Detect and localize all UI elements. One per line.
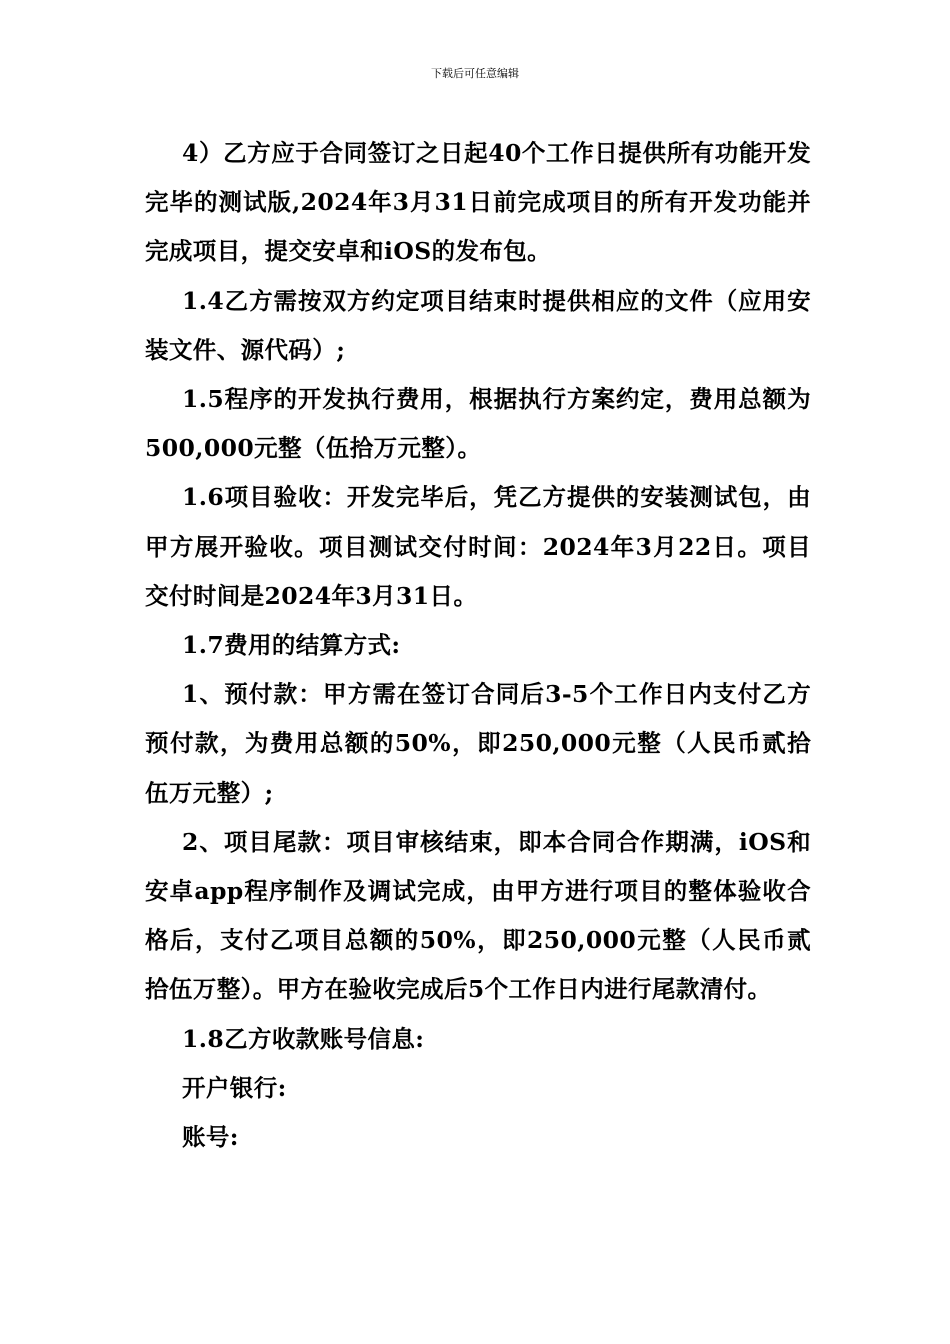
paragraph-final-payment: 2、项目尾款：项目审核结束，即本合同合作期满，iOS和安卓app程序制作及调试完成，由甲方进行项目的整体验收合格后，支付乙项目总额的50%，即250,000元整（人民币贰拾伍万整）。甲方在验收完成后5个工作日内进行尾款清付。 (145, 827, 811, 1004)
paragraph-prepayment: 1、预付款：甲方需在签订合同后3-5个工作日内支付乙方预付款，为费用总额的50%，即250,000元整（人民币贰拾伍万元整）; (145, 680, 811, 807)
paragraph-delivery-schedule: 4）乙方应于合同签订之日起40个工作日提供所有功能开发完毕的测试版,2024年3月31日前完成项目的所有开发功能并完成项目，提交安卓和iOS的发布包。 (145, 139, 811, 266)
paragraph-account-number: 账号: (182, 1123, 239, 1152)
paragraph-1-6-acceptance: 1.6项目验收：开发完毕后，凭乙方提供的安装测试包，由甲方展开验收。项目测试交付时间：2024年3月22日。项目交付时间是2024年3月31日。 (145, 483, 811, 610)
paragraph-1-4-deliverables: 1.4乙方需按双方约定项目结束时提供相应的文件（应用安装文件、源代码）; (145, 286, 811, 364)
paragraph-1-8-account-info: 1.8乙方收款账号信息: (182, 1024, 425, 1053)
paragraph-bank-name: 开户银行: (182, 1073, 287, 1102)
paragraph-1-7-settlement: 1.7费用的结算方式: (182, 631, 401, 660)
document-body (145, 129, 811, 1162)
page-header-note: 下载后可任意编辑 (431, 67, 519, 80)
paragraph-1-5-fees: 1.5程序的开发执行费用，根据执行方案约定，费用总额为500,000元整（伍拾万元整）。 (145, 385, 811, 463)
